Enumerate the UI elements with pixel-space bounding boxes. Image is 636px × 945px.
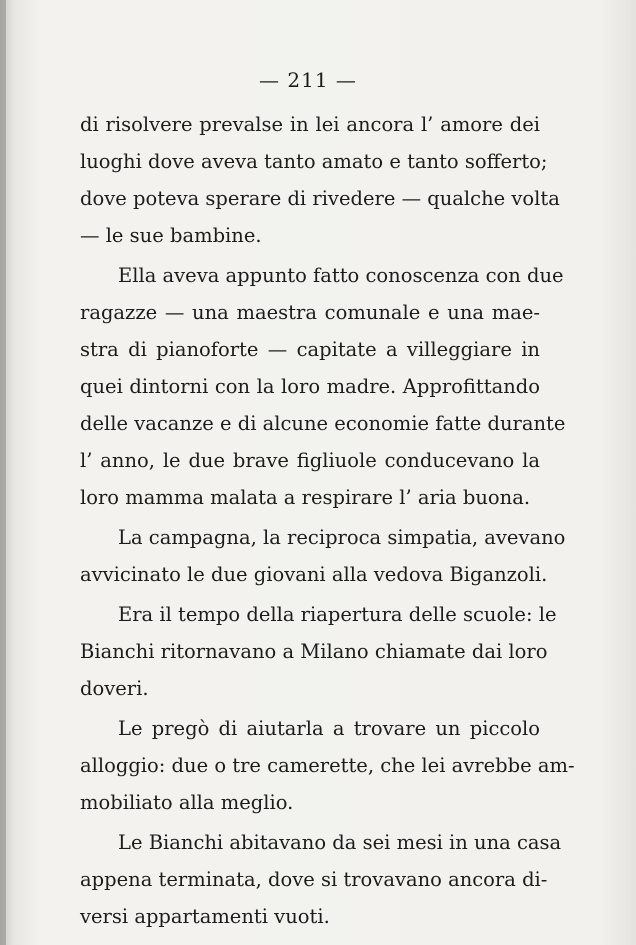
page-spine-shadow <box>0 0 6 945</box>
paragraph-6 <box>80 824 562 935</box>
text-line: appena terminata, dove si trovavano ancora di- <box>80 868 548 891</box>
text-line: quei dintorni con la loro madre. Approfittando <box>80 375 540 398</box>
text-line: Era il tempo della riapertura delle scuole: le <box>118 603 557 626</box>
paragraph-2 <box>80 257 566 516</box>
paragraph-1 <box>80 106 560 254</box>
text-line: alloggio: due o tre camerette, che lei avrebbe am- <box>80 754 575 777</box>
text-line: loro mamma malata a respirare l’ aria buona. <box>80 486 531 509</box>
text-line: stra di pianoforte — capitate a villeggiare in <box>80 338 540 361</box>
text-line: delle vacanze e di alcune economie fatte durante <box>80 412 566 435</box>
page-text-body <box>80 106 575 935</box>
text-line: Le pregò di aiutarla a trovare un piccolo <box>118 717 540 740</box>
text-line: l’ anno, le due brave figliuole conducevano la <box>80 449 540 472</box>
text-line: mobiliato alla meglio. <box>80 791 294 814</box>
paragraph-4 <box>80 596 557 707</box>
page-number: — 211 — <box>259 68 357 92</box>
text-line: La campagna, la reciproca simpatia, avevano <box>118 526 566 549</box>
paragraph-5 <box>80 710 575 821</box>
text-line: — le sue bambine. <box>80 224 262 247</box>
text-line: Ella aveva appunto fatto conoscenza con due <box>118 264 564 287</box>
text-line: Bianchi ritornavano a Milano chiamate dai loro <box>80 640 548 663</box>
text-line: di risolvere prevalse in lei ancora l’ amore dei <box>80 113 540 136</box>
text-line: doveri. <box>80 677 149 700</box>
text-line: versi appartamenti vuoti. <box>80 905 330 928</box>
text-line: Le Bianchi abitavano da sei mesi in una casa <box>118 831 562 854</box>
text-line: dove poteva sperare di rivedere — qualche volta <box>80 187 560 210</box>
text-line: avvicinato le due giovani alla vedova Biganzoli. <box>80 563 548 586</box>
text-line: luoghi dove aveva tanto amato e tanto sofferto; <box>80 150 548 173</box>
text-line: ragazze — una maestra comunale e una mae- <box>80 301 540 324</box>
paragraph-3 <box>80 519 566 593</box>
